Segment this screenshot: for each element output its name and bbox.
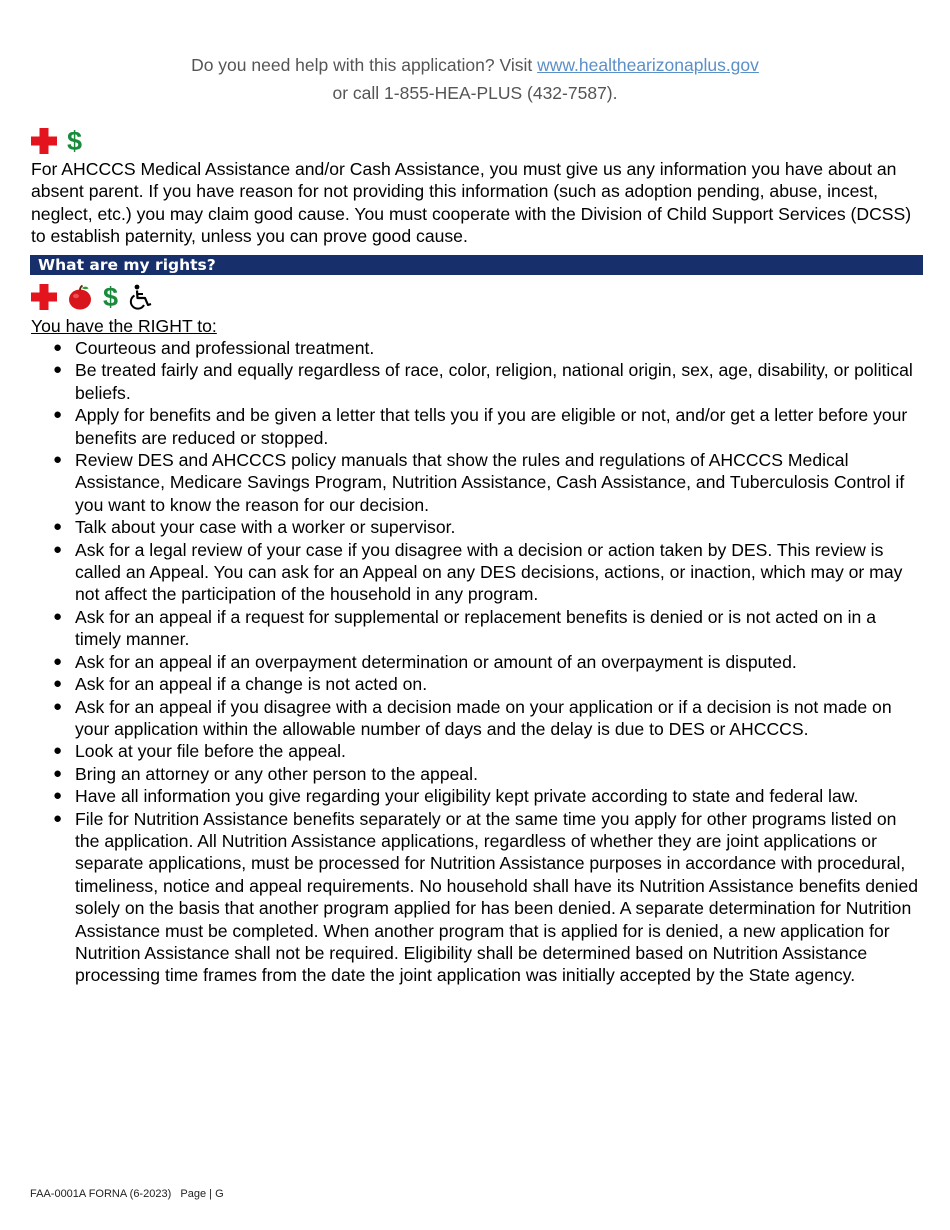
bullet: ● (53, 607, 63, 625)
bullet: ● (53, 540, 63, 558)
list-item-text: Ask for an appeal if an overpayment determination or amount of an overpayment is disputed. (75, 651, 797, 672)
list-item (0, 651, 920, 673)
help-header (0, 51, 950, 107)
help-phone-line: or call 1-855-HEA-PLUS (432-7587). (332, 83, 618, 103)
wheelchair-icon (128, 284, 154, 310)
bullet: ● (53, 339, 63, 356)
bullet: ● (53, 742, 63, 760)
form-id: FAA-0001A FORNA (6-2023) (30, 1188, 172, 1200)
list-item (0, 673, 920, 695)
list-item-text: File for Nutrition Assistance benefits separately or at the same time you apply for other programs listed on the application. All Nutrition Assistance applications, regardless of whether they are joint applications or separate applications, must be processed for Nutrition Assistance purposes in accordance with procedural, timeliness, notice and appeal requirements. No household shall have its Nutrition Assistance benefits denied solely on the basis that another program applied for has been denied. A separate determination for Nutrition Assistance must be completed. When another program that is applied for is denied, a new application for Nutrition Assistance shall not be required. Eligibility shall be determined based on Nutrition Assistance processing time frames from the date the joint application was initially accepted by the State agency. (75, 808, 919, 986)
list-item (0, 785, 920, 807)
page-number: Page | G (180, 1188, 224, 1200)
help-prefix: Do you need help with this application? Visit (191, 55, 533, 75)
list-item-text: Be treated fairly and equally regardless of race, color, religion, national origin, sex, age, disability, or political beliefs. (75, 360, 913, 403)
list-item (0, 404, 920, 449)
list-item (0, 337, 920, 359)
bullet: ● (53, 697, 63, 715)
list-item (0, 449, 920, 516)
list-item-text: Ask for a legal review of your case if you disagree with a decision or action taken by DES. This review is called an Appeal. You can ask for an Appeal on any DES decisions, actions, or inaction, which may or may not affect the participation of the household in any program. (75, 539, 903, 605)
list-item-text: Have all information you give regarding your eligibility kept private according to state and federal law. (75, 786, 859, 807)
bullet: ● (53, 406, 63, 424)
help-line-1 (0, 51, 950, 79)
list-item-text: Bring an attorney or any other person to the appeal. (75, 763, 478, 784)
list-item (0, 539, 920, 606)
list-item-text: Ask for an appeal if a request for supplemental or replacement benefits is denied or is not acted on in a timely manner. (75, 606, 876, 650)
program-icons-rights (31, 283, 154, 311)
apple-icon (67, 284, 93, 310)
dollar-icon: $ (67, 126, 83, 156)
list-item-text: Review DES and AHCCCS policy manuals that show the rules and regulations of AHCCCS Medical Assistance, Medicare Savings Program, Nutrition Assistance, Cash Assistance, and Tuberculosis Control if you want to know the reason for our decision. (75, 450, 905, 515)
bullet: ● (53, 361, 63, 379)
bullet: ● (53, 764, 63, 782)
website-link[interactable]: www.healthearizonaplus.gov (537, 55, 759, 75)
program-icons-top (31, 127, 82, 155)
list-item (0, 359, 920, 404)
bullet: ● (53, 787, 63, 805)
dollar-icon: $ (103, 282, 119, 312)
rights-intro: You have the RIGHT to: (31, 316, 217, 336)
medical-cross-icon (31, 128, 57, 154)
bullet: ● (53, 652, 63, 670)
list-item (0, 516, 920, 538)
list-item (0, 606, 920, 651)
list-item-text: Ask for an appeal if you disagree with a decision made on your application or if a decision is not made on your application within the allowable number of days and the delay is due to DES or AHCCCS. (75, 696, 892, 739)
list-item-text: Courteous and professional treatment. (75, 338, 375, 358)
absent-parent-paragraph: For AHCCCS Medical Assistance and/or Cash Assistance, you must give us any information you have about an absent parent. If you have reason for not providing this information (such as adoption pending, abuse, incest, neglect, etc.) you may claim good cause. You must cooperate with the Division of Child Support Services (DCSS) to establish paternity, unless you can prove good cause. (31, 159, 912, 247)
list-item-text: Look at your file before the appeal. (75, 741, 346, 762)
rights-list (0, 337, 920, 987)
page-footer (30, 1188, 224, 1200)
medical-cross-icon (31, 284, 57, 310)
list-item-text: Talk about your case with a worker or supervisor. (75, 517, 456, 538)
bullet: ● (53, 451, 63, 469)
bullet: ● (53, 518, 63, 536)
list-item (0, 763, 920, 785)
rights-section-heading: What are my rights? (30, 255, 923, 275)
list-item (0, 740, 920, 762)
list-item (0, 808, 920, 987)
list-item-text: Apply for benefits and be given a letter that tells you if you are eligible or not, and/or get a letter before your benefits are reduced or stopped. (75, 405, 908, 448)
bullet: ● (53, 675, 63, 693)
list-item-text: Ask for an appeal if a change is not acted on. (75, 674, 428, 695)
list-item (0, 696, 920, 741)
bullet: ● (53, 809, 63, 827)
